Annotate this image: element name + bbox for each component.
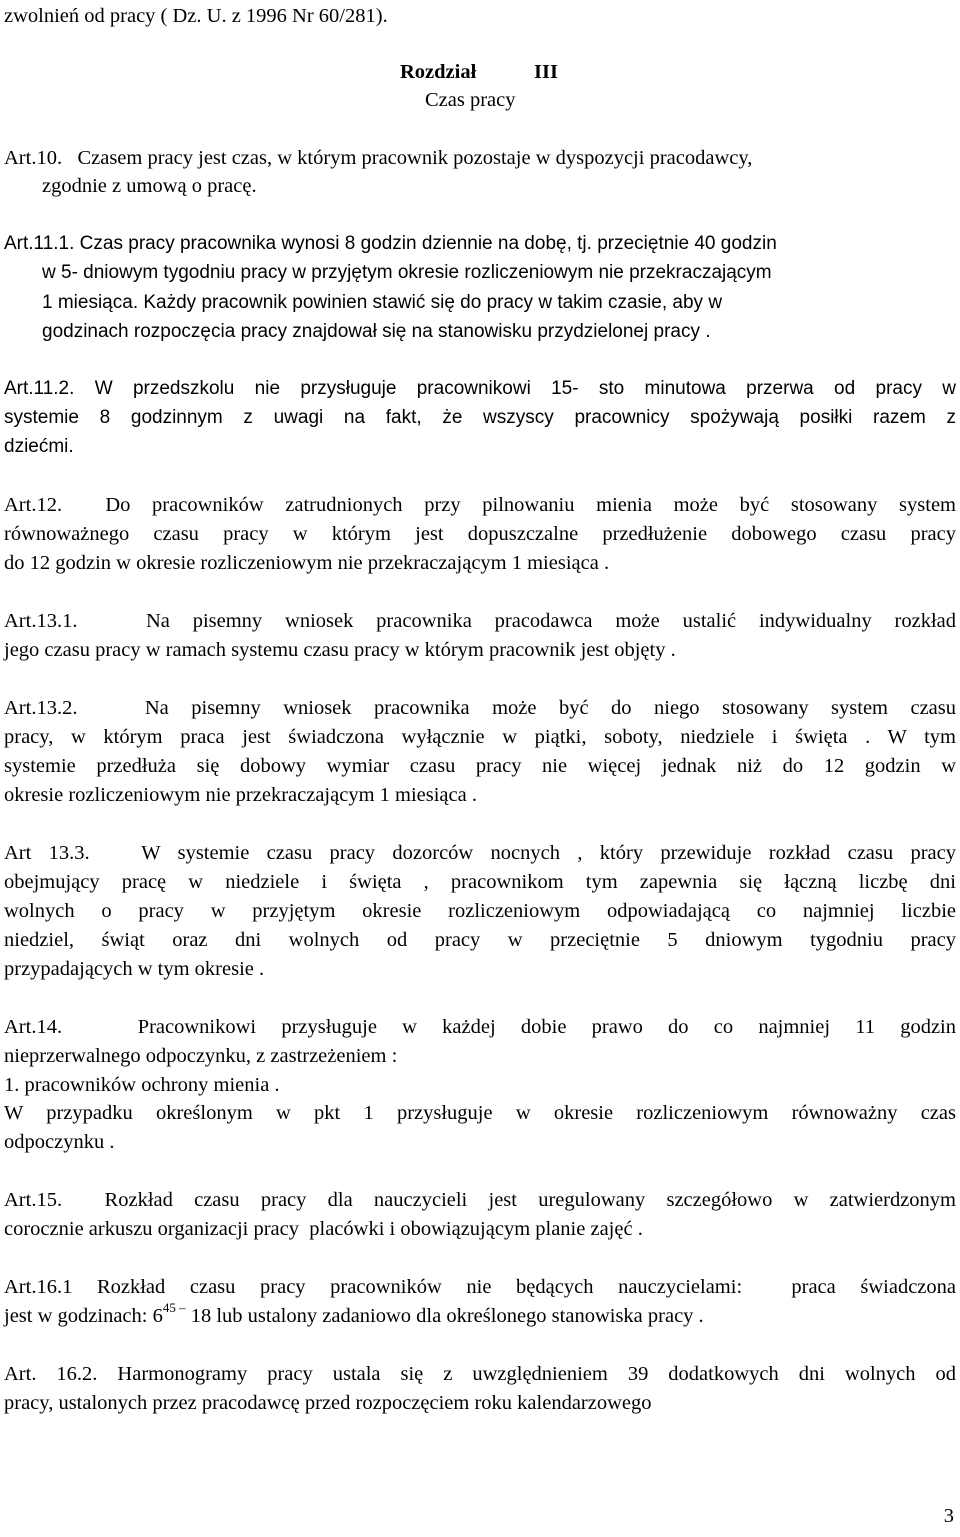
hours-text: jest w godzinach: 6 bbox=[4, 1305, 163, 1327]
article-12-line: do 12 godzin w okresie rozliczeniowym nie przekraczającym 1 miesiąca . bbox=[4, 552, 610, 574]
article-11-1-line: 1 miesiąca. Każdy pracownik powinien stawić się do pracy w takim czasie, aby w bbox=[42, 292, 723, 313]
article-15-line: corocznie arkuszu organizacji pracy placówki i obowiązującym planie zajęć . bbox=[4, 1218, 643, 1240]
article-13-3-line: obejmujący pracę w niedziele i święta , pracownikom tym zapewnia się łączną liczbę dni bbox=[4, 871, 956, 893]
article-13-3-line: Art 13.3. W systemie czasu pracy dozorców nocnych , który przewiduje rozkład czasu pracy bbox=[4, 842, 956, 864]
article-16-2-line: pracy, ustalonych przez pracodawcę przed rozpoczęciem roku kalendarzowego bbox=[4, 1392, 652, 1414]
text-line: zwolnień od pracy ( Dz. U. z 1996 Nr 60/281). bbox=[4, 5, 388, 27]
article-11-2-line: Art.11.2. W przedszkolu nie przysługuje pracownikowi 15- sto minutowa przerwa od pracy w bbox=[4, 378, 956, 399]
article-12-line: Art.12. Do pracowników zatrudnionych przy pilnowaniu mienia może być stosowany system bbox=[4, 494, 956, 516]
article-10-line: Art.10. Czasem pracy jest czas, w którym pracownik pozostaje w dyspozycji pracodawcy, bbox=[4, 147, 753, 169]
hours-text-rest: 18 lub ustalony zadaniowo dla określonego stanowiska pracy . bbox=[185, 1305, 704, 1327]
article-11-1-line: Art.11.1. Czas pracy pracownika wynosi 8 godzin dziennie na dobę, tj. przeciętnie 40 godzin bbox=[4, 233, 777, 254]
article-15-line: Art.15. Rozkład czasu pracy dla nauczycieli jest uregulowany szczegółowo w zatwierdzonym bbox=[4, 1189, 956, 1211]
article-14-line: W przypadku określonym w pkt 1 przysługuje w okresie rozliczeniowym równoważny czas bbox=[4, 1102, 956, 1124]
article-14-line: Art.14. Pracownikowi przysługuje w każdej dobie prawo do co najmniej 11 godzin bbox=[4, 1016, 956, 1038]
chapter-title: Czas pracy bbox=[425, 89, 516, 111]
article-14-line: nieprzerwalnego odpoczynku, z zastrzeżeniem : bbox=[4, 1045, 398, 1067]
article-16-2-line: Art. 16.2. Harmonogramy pracy ustala się z uwzględnieniem 39 dodatkowych dni wolnych od bbox=[4, 1363, 956, 1385]
article-10-line: zgodnie z umową o pracę. bbox=[42, 175, 257, 197]
article-14-line: odpoczynku . bbox=[4, 1131, 115, 1153]
article-13-1-line: Art.13.1. Na pisemny wniosek pracownika pracodawca może ustalić indywidualny rozkład bbox=[4, 610, 956, 632]
article-16-1-line: Art.16.1 Rozkład czasu pracy pracowników nie będących nauczycielami: praca świadczona bbox=[4, 1276, 956, 1298]
article-13-2-line: systemie przedłuża się dobowy wymiar czasu pracy nie więcej jednak niż do 12 godzin w bbox=[4, 755, 956, 777]
article-12-line: równoważnego czasu pracy w którym jest dopuszczalne przedłużenie dobowego czasu pracy bbox=[4, 523, 956, 545]
article-11-1-line: godzinach rozpoczęcia pracy znajdował się na stanowisku przydzielonej pracy . bbox=[42, 321, 711, 342]
article-16-1-line bbox=[4, 1300, 704, 1328]
article-13-1-line: jego czasu pracy w ramach systemu czasu pracy w którym pracownik jest objęty . bbox=[4, 639, 676, 661]
minutes-superscript: 45 – bbox=[162, 1300, 186, 1316]
article-11-2-line: dziećmi. bbox=[4, 436, 74, 457]
page-number: 3 bbox=[943, 1505, 954, 1527]
article-13-2-line: pracy, w którym praca jest świadczona wyłącznie w piątki, soboty, niedziele i święta . W tym bbox=[4, 726, 956, 748]
article-14-line: 1. pracowników ochrony mienia . bbox=[4, 1074, 280, 1096]
article-13-3-line: wolnych o pracy w przyjętym okresie rozliczeniowym odpowiadającą co najmniej liczbie bbox=[4, 900, 956, 922]
article-11-1-line: w 5- dniowym tygodniu pracy w przyjętym okresie rozliczeniowym nie przekraczającym bbox=[42, 262, 772, 283]
chapter-number: III bbox=[534, 61, 558, 83]
article-11-2-line: systemie 8 godzinnym z uwagi na fakt, że wszyscy pracownicy spożywają posiłki razem z bbox=[4, 407, 956, 428]
article-13-2-line: Art.13.2. Na pisemny wniosek pracownika może być do niego stosowany system czasu bbox=[4, 697, 956, 719]
article-13-2-line: okresie rozliczeniowym nie przekraczającym 1 miesiąca . bbox=[4, 784, 477, 806]
chapter-heading: Rozdział bbox=[400, 61, 477, 83]
article-13-3-line: niedziel, świąt oraz dni wolnych od pracy w przeciętnie 5 dniowym tygodniu pracy bbox=[4, 929, 956, 951]
article-13-3-line: przypadających w tym okresie . bbox=[4, 958, 265, 980]
